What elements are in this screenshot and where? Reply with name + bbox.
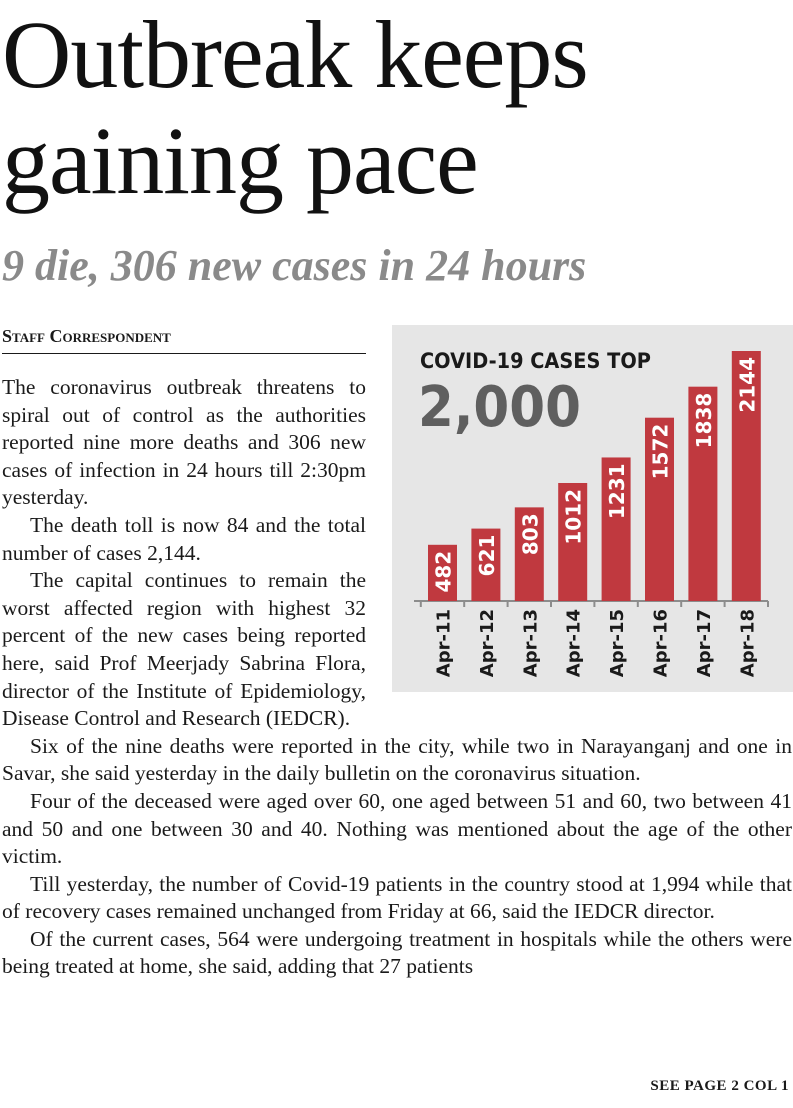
chart-headline-figure: 2,000 xyxy=(418,375,581,440)
paragraph-1: The coronavirus outbreak threatens to spiral out of control as the authorities reported nine more deaths and 306 new cases of infection in 24 hours till 2:30pm yesterday. xyxy=(2,375,366,510)
jump-line: SEE PAGE 2 COL 1 xyxy=(650,1078,789,1094)
bar-value-label: 1231 xyxy=(605,463,630,520)
headline: Outbreak keeps gaining pace xyxy=(2,1,588,214)
byline: Staff Correspondent xyxy=(2,325,366,354)
category-label: Apr-15 xyxy=(607,609,629,678)
bar-value-label: 1838 xyxy=(691,392,716,449)
paragraph-6: Till yesterday, the number of Covid-19 patients in the country stood at 1,994 while that of recovery cases remained unchanged from Friday at 66, said the IEDCR director. xyxy=(2,871,792,924)
paragraph-7: Of the current cases, 564 were undergoing treatment in hospitals while the others were being treated at home, she said, adding that 27 patients xyxy=(2,926,792,979)
category-label: Apr-11 xyxy=(433,609,455,678)
bar-value-label: 803 xyxy=(518,513,543,556)
bar-value-label: 1012 xyxy=(561,488,586,545)
chart-title: COVID-19 CASES TOP xyxy=(420,349,651,373)
category-label: Apr-13 xyxy=(520,609,542,678)
bar-value-label: 2144 xyxy=(735,357,760,413)
bar-value-label: 621 xyxy=(474,534,499,577)
paragraph-4: Six of the nine deaths were reported in the city, while two in Narayanganj and one in Savar, she said yesterday in the daily bulletin on the coronavirus situation. xyxy=(2,733,792,786)
category-label: Apr-18 xyxy=(737,609,759,678)
category-label: Apr-16 xyxy=(650,609,672,678)
subheadline: 9 die, 306 new cases in 24 hours xyxy=(2,241,587,290)
bar-value-label: 482 xyxy=(431,550,456,593)
article-body xyxy=(2,374,792,981)
category-label: Apr-14 xyxy=(563,609,585,678)
paragraph-2: The death toll is now 84 and the total number of cases 2,144. xyxy=(2,512,366,565)
paragraph-3: The capital continues to remain the worst affected region with highest 32 percent of the new cases being reported here, said Prof Meerjady Sabrina Flora, director of the Institute of Epidemiology, Disease Control and Research (IEDCR). xyxy=(2,568,366,731)
bar-value-label: 1572 xyxy=(648,423,673,480)
paragraph-5: Four of the deceased were aged over 60, one aged between 51 and 60, two between 41 and 50 and one between 30 and 40. Nothing was mentioned about the age of the other victim. xyxy=(2,788,792,869)
chart-wrap-space xyxy=(366,374,792,700)
category-label: Apr-17 xyxy=(693,609,715,678)
category-label: Apr-12 xyxy=(476,609,498,678)
